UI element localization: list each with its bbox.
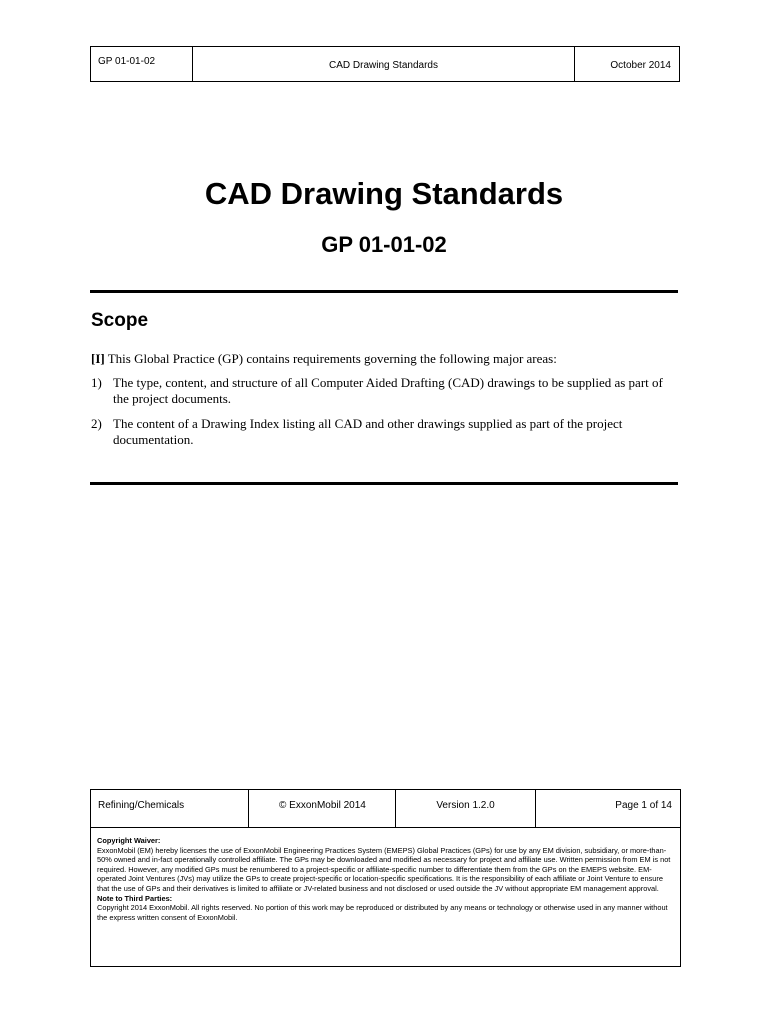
list-item-number: 1)	[91, 375, 102, 390]
scope-intro	[91, 351, 681, 367]
list-item	[91, 416, 681, 448]
intro-text: This Global Practice (GP) contains requirements governing the following major areas:	[104, 351, 557, 366]
list-item-text: The type, content, and structure of all Computer Aided Drafting (CAD) drawings to be supplied as part of the project documents.	[113, 375, 663, 406]
header-doc-title: CAD Drawing Standards	[193, 47, 575, 81]
divider-bottom	[90, 482, 678, 485]
legal-notice	[91, 828, 680, 922]
document-number: GP 01-01-02	[321, 232, 447, 257]
document-title: CAD Drawing Standards	[204, 176, 564, 211]
third-parties-heading: Note to Third Parties:	[97, 893, 173, 903]
page-footer	[90, 789, 681, 967]
divider-top	[90, 290, 678, 293]
intro-tag: [I]	[91, 351, 105, 366]
scope-heading: Scope	[91, 310, 149, 331]
third-parties-text: Copyright 2014 ExxonMobil. All rights reserved. No portion of this work may be reproduced or distributed by any means or technology or otherwise used in any manner without the express written consent of ExxonMobil.	[97, 903, 668, 922]
list-item	[91, 375, 681, 407]
waiver-text: ExxonMobil (EM) hereby licenses the use of ExxonMobil Engineering Practices System (EMEPS) Global Practices (GPs) for use by any EM division, subsidiary, or more-than-50% owned and in-fact operationally controlled affiliate. The GPs may be downloaded and modified as necessary for project and affiliate use. Written permission from EM is not required. However, any modified GPs must be renumbered to a project-specific or affiliate-specific number to differentiate them from the GPs on the EMEPS website. EM-operated Joint Ventures (JVs) may utilize the GPs to create project-specific or location-specific specifications. It is the responsibility of each affiliate or Joint Venture to ensure that the use of GPs and their derivatives is limited to affiliate or JV-related business and not disclosed or used outside the JV without appropriate EM management approval.	[97, 845, 671, 893]
footer-page-number: Page 1 of 14	[615, 800, 672, 811]
list-item-number: 2)	[91, 416, 102, 431]
page-header	[90, 46, 680, 82]
footer-copyright: © ExxonMobil 2014	[249, 790, 396, 827]
list-item-text: The content of a Drawing Index listing all CAD and other drawings supplied as part of the project documentation.	[113, 416, 623, 447]
scope-list	[91, 375, 681, 457]
header-doc-id: GP 01-01-02	[91, 47, 193, 81]
footer-version: Version 1.2.0	[396, 790, 536, 827]
header-date: October 2014	[610, 60, 671, 71]
waiver-heading: Copyright Waiver:	[97, 836, 161, 845]
footer-department: Refining/Chemicals	[91, 790, 249, 827]
footer-info-row	[91, 790, 680, 828]
